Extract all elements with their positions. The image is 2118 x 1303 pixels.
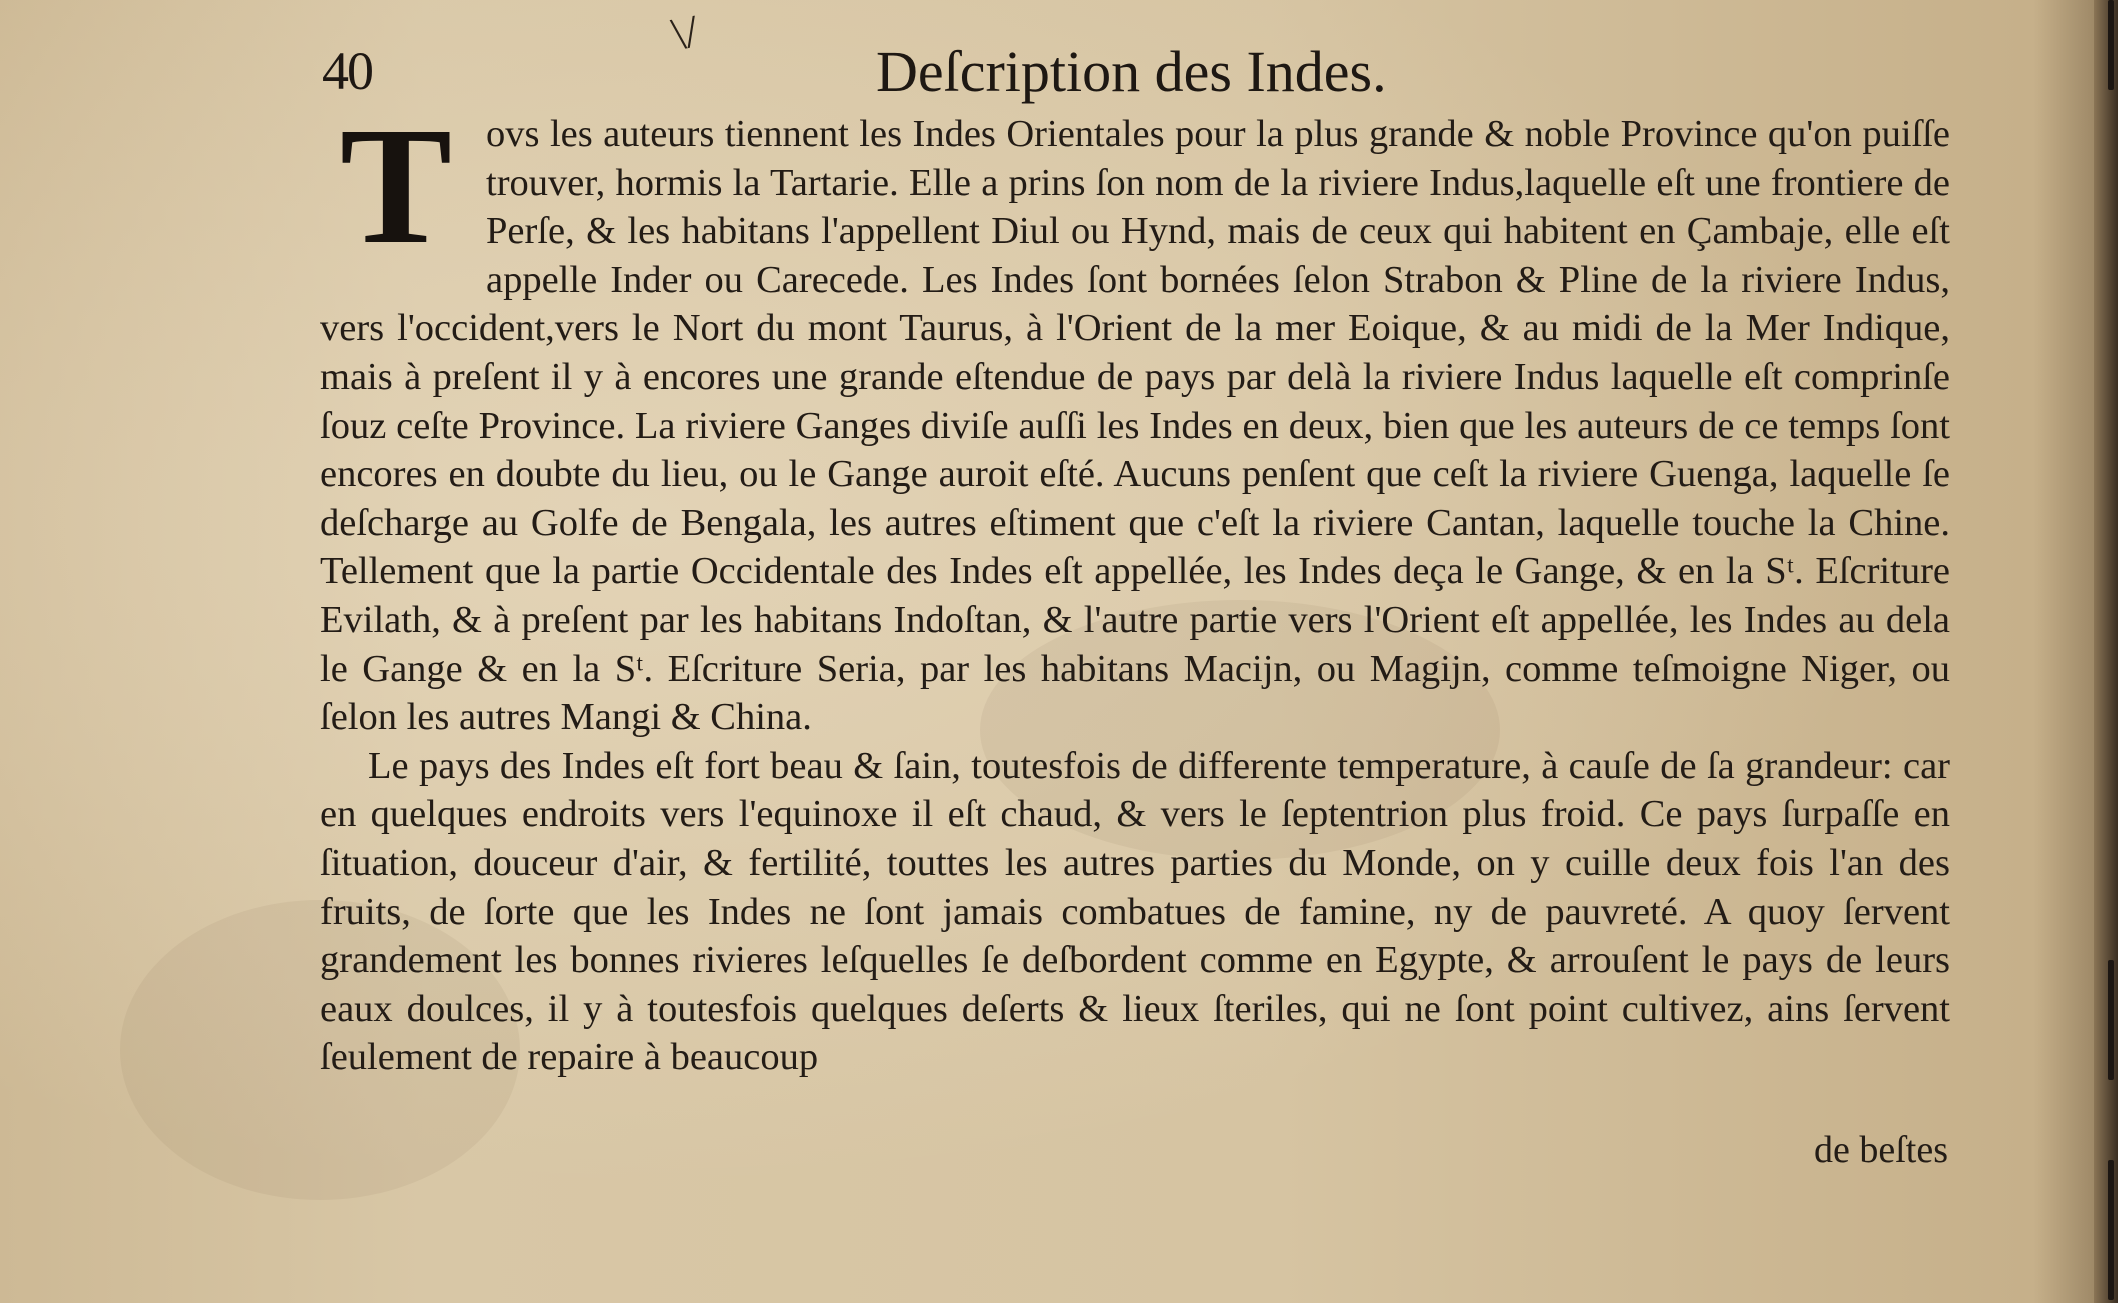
gutter-mark: \/: [667, 5, 702, 60]
body-text: [320, 93, 1950, 1082]
edge-shadow: [2108, 0, 2114, 90]
running-title: Deſcription des Indes.: [876, 39, 1387, 104]
page-number: 40: [322, 41, 372, 101]
paragraph: Le pays des Indes eſt fort beau & ſain, toutesfois de differente temperature, à cauſe de ſa grandeur: car en quelques endroits vers l'equinoxe il eſt chaud, & vers le ſeptentrion plus froid. Ce pays ſurpaſſe en ſituation, douceur d'air, & fertilité, touttes les autres parties du Monde, on y cuille deux fois l'an des fruits, de ſorte que les Indes ne ſont jamais combatues de famine, ny de pauvreté. A quoy ſervent grandement les bonnes rivieres leſquelles ſe deſbordent comme en Egypte, & arrouſent le pays de leurs eaux doulces, il y à toutesfois quelques deſerts & lieux ſteriles, qui ne ſont point cultivez, ains ſervent ſeulement de repaire à beaucoup: [320, 744, 1950, 1079]
edge-shadow: [2108, 960, 2114, 1080]
page-edge: [2094, 0, 2118, 1303]
drop-cap: T: [339, 93, 453, 279]
catchword: de beſtes: [1813, 1129, 1948, 1171]
paragraph-text: ovs les auteurs tiennent les Indes Orientales pour la plus grande & noble Province qu'on puiſſe trouver, hormis la Tartarie. Elle a prins ſon nom de la riviere Indus,laquelle eſt une frontiere de Perſe, & les habitans l'appellent Diul ou Hynd, mais de ceux qui habitent en Çambaje, elle eſt appelle Inder ou Carecede. Les Indes ſont bornées ſelon Strabon & Pline de la riviere Indus, vers l'occident,vers le Nort du mont Taurus, à l'Orient de la mer Eoique, & au midi de la Mer Indique, mais à preſent il y à encores une grande eſtendue de pays par delà la riviere Indus laquelle eſt comprinſe ſouz ceſte Province. La riviere Ganges diviſe auſſi les Indes en deux, bien que les auteurs de ce temps ſont encores en doubte du lieu, ou le Gange auroit eſté. Aucuns penſent que ceſt la riviere Guenga, laquelle ſe deſcharge au Golfe de Bengala, les autres eſtiment que c'eſt la riviere Cantan, laquelle touche la Chine. Tellement que la partie Occidentale des Indes eſt appellée, les Indes deça le Gange, & en la Sᵗ. Eſcriture Evilath, & à preſent par les habitans Indoſtan, & l'autre partie vers l'Orient eſt appellée, les Indes au dela le Gange & en la Sᵗ. Eſcriture Seria, par les habitans Macijn, ou Magijn, comme teſmoigne Niger, ou ſelon les autres Mangi & China.: [320, 113, 1950, 739]
paragraph: [320, 93, 1950, 742]
edge-shadow: [2108, 1160, 2114, 1300]
